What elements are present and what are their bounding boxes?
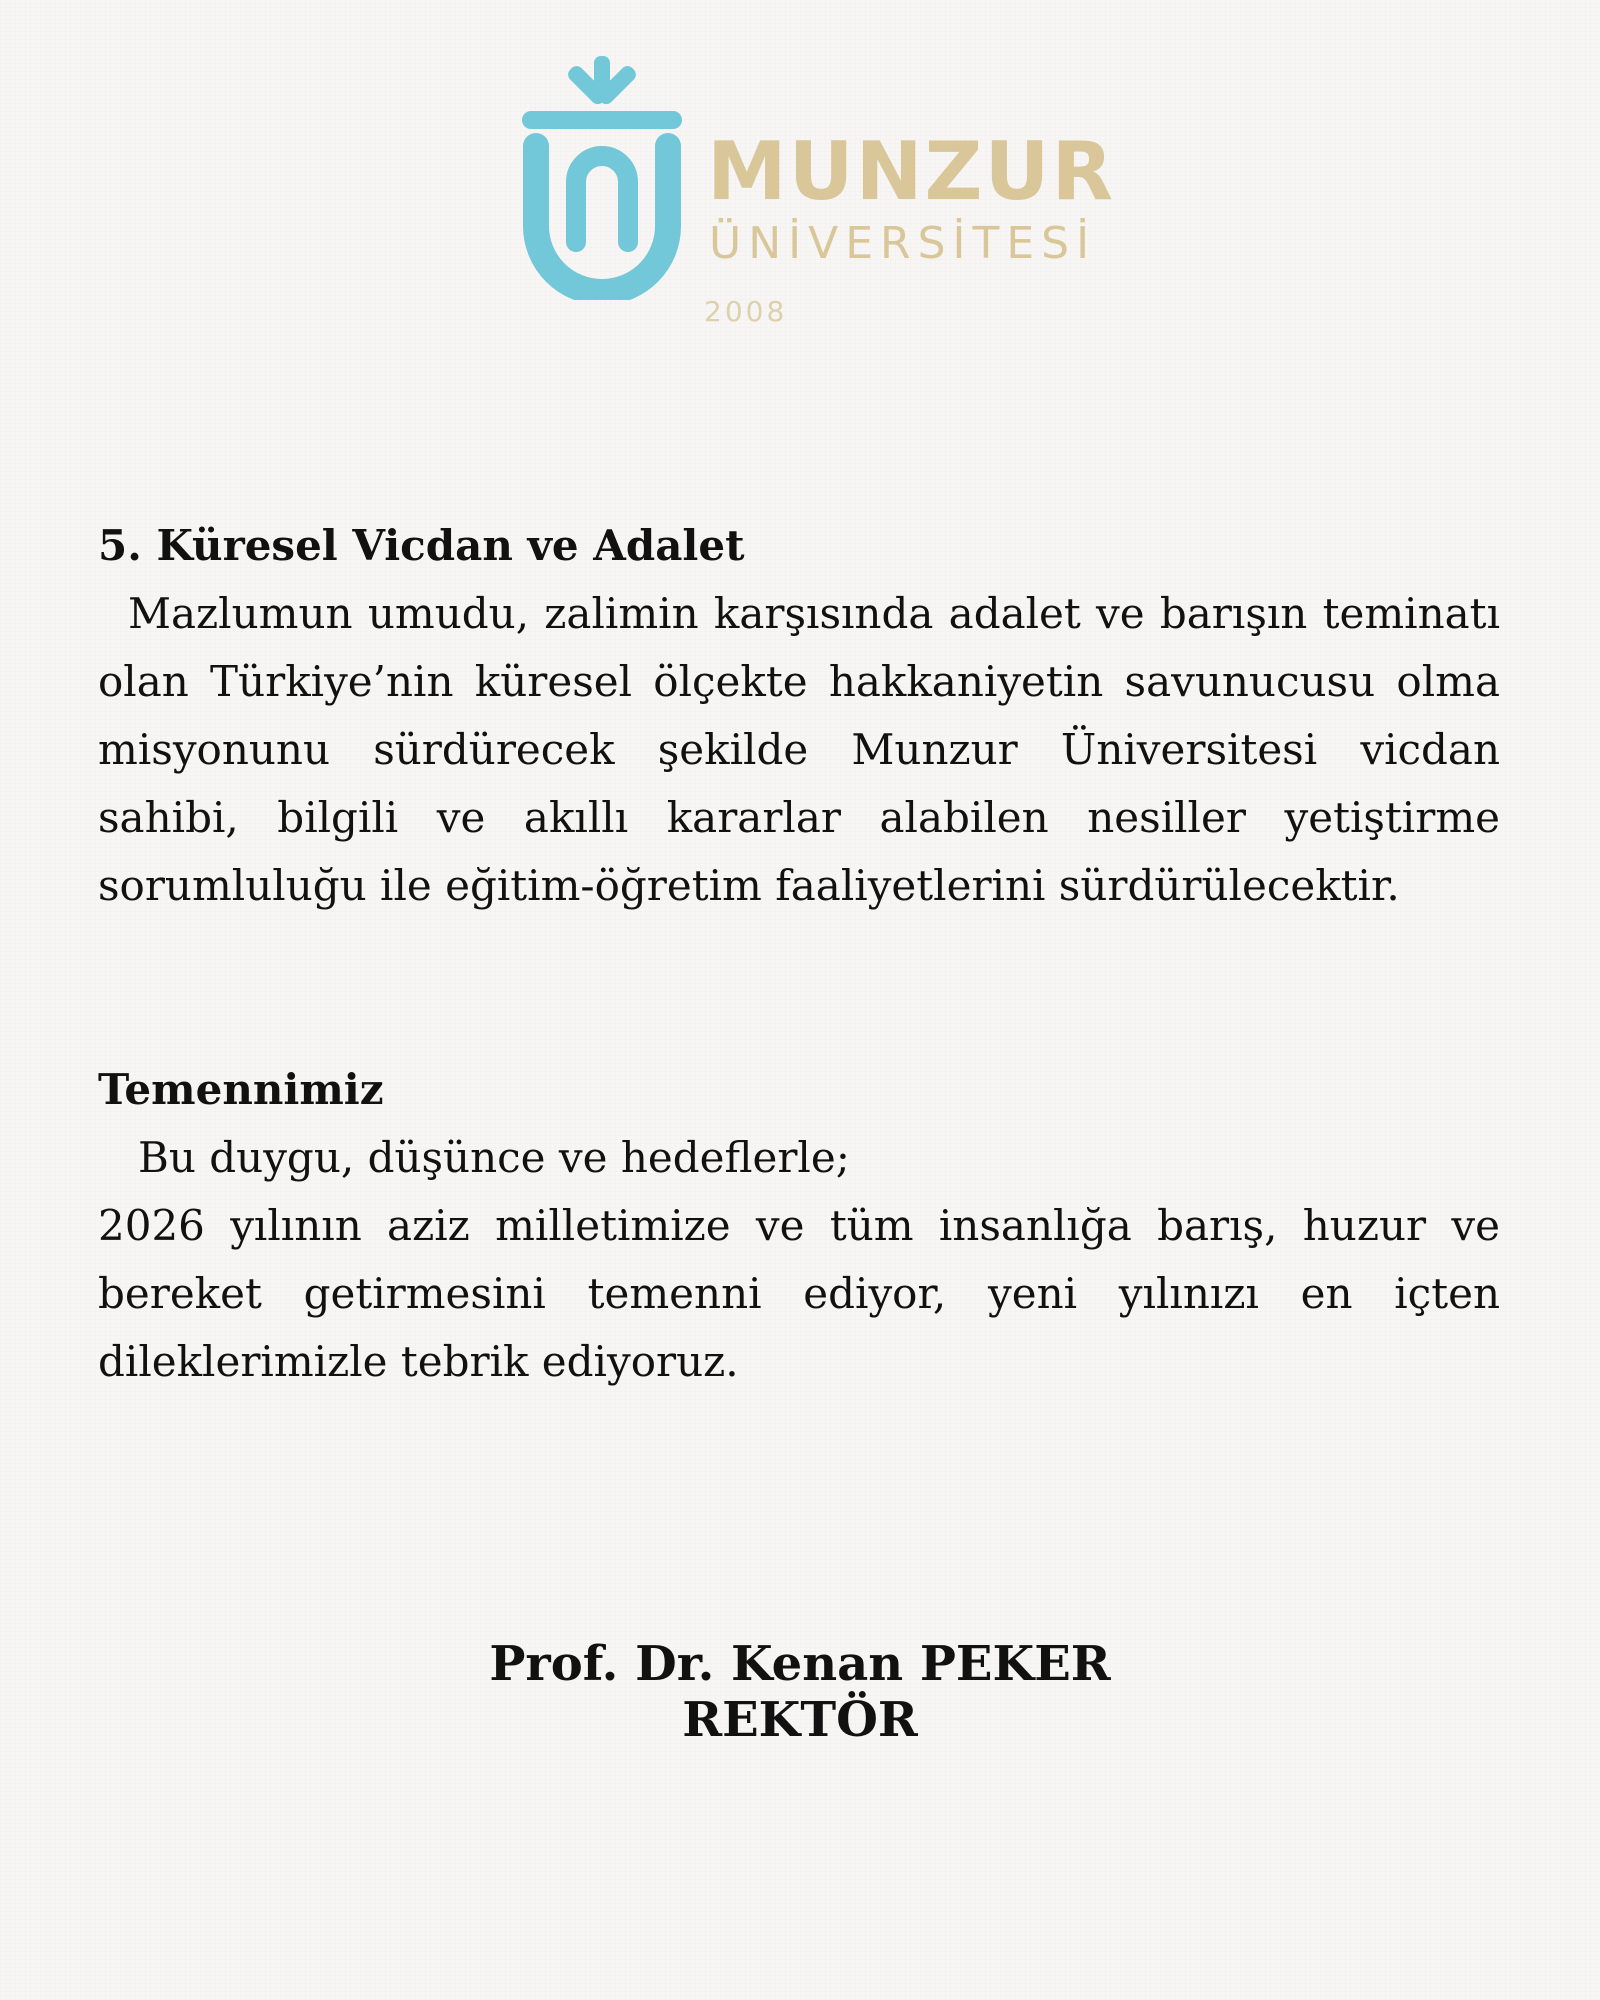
munzur-logo-mark-icon <box>522 56 682 300</box>
section-paragraph: Mazlumun umudu, zalimin karşısında adalet ve barışın teminatı olan Türkiye’nin küresel ölçekte hakkaniyetin savunucusu olma misyonunu sürdürecek şekilde Munzur Üniversitesi vicdan sahibi, bilgili ve akıllı kararlar alabilen nesiller yetiştirme sorumluluğu ile eğitim-öğretim faaliyetlerini sürdürülecektir. <box>98 589 1500 910</box>
logo-subtitle: ÜNİVERSİTESİ <box>709 218 1097 269</box>
section-paragraph: 2026 yılının aziz milletimize ve tüm insanlığa barış, huzur ve bereket getirmesini temenni ediyor, yeni yılınızı en içten dileklerimizle tebrik ediyoruz. <box>98 1201 1500 1386</box>
section-heading: Temennimiz <box>98 1065 384 1114</box>
signature-block <box>0 1636 1600 1748</box>
signatory-title: REKTÖR <box>682 1692 918 1748</box>
university-logo <box>522 56 1116 336</box>
letter-body <box>98 512 1500 1396</box>
section-heading: 5. Küresel Vicdan ve Adalet <box>98 521 745 570</box>
section-intro: Bu duygu, düşünce ve hedeflerle; <box>138 1133 850 1182</box>
signatory-name: Prof. Dr. Kenan PEKER <box>489 1636 1111 1692</box>
section-wishes <box>98 1056 1500 1396</box>
logo-name: MUNZUR <box>707 125 1116 218</box>
logo-year: 2008 <box>704 295 788 328</box>
section-global-conscience <box>98 512 1500 920</box>
